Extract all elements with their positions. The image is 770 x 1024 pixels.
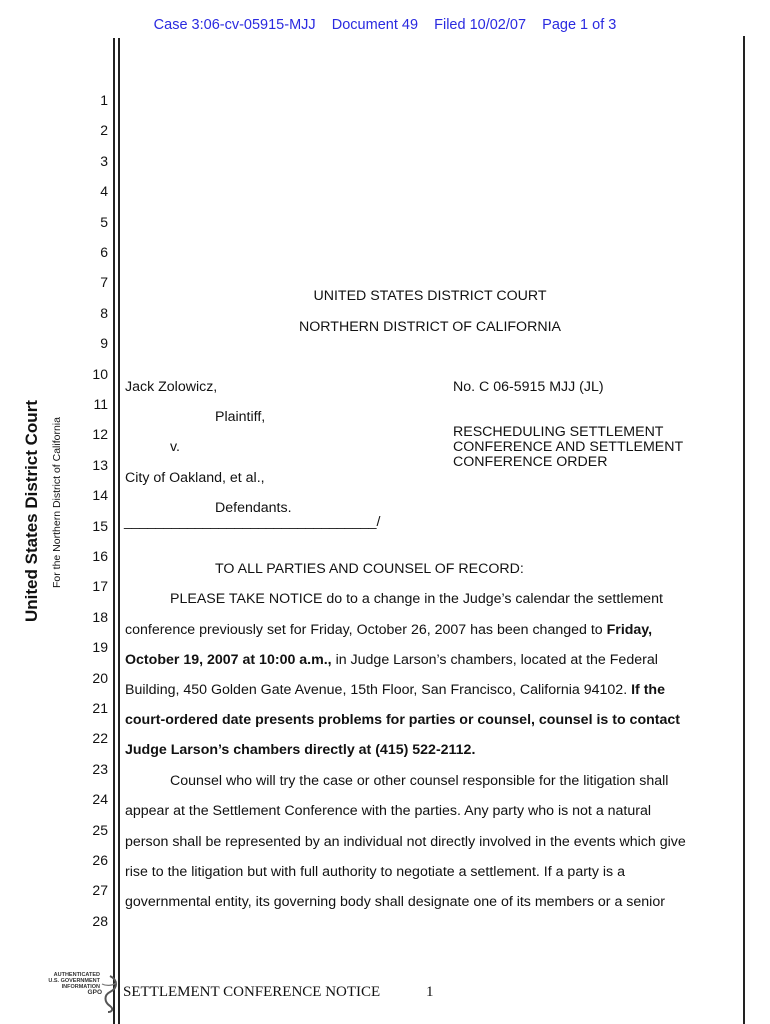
line-number: 23 <box>92 760 108 777</box>
case-header: Case 3:06-cv-05915-MJJ Document 49 Filed 10/02/07 Page 1 of 3 <box>153 17 617 33</box>
line-number: 6 <box>100 244 108 260</box>
paragraph2-line1: Counsel who will try the case or other counsel responsible for the litigation shall <box>170 773 669 789</box>
p1-line3-text: in Judge Larson’s chambers, located at the Federal <box>331 652 658 668</box>
court-heading-line1: UNITED STATES DISTRICT COURT <box>313 288 547 304</box>
paragraph1-line5: court-ordered date presents problems for parties or counsel, counsel is to contact <box>125 712 681 728</box>
line-number: 25 <box>92 821 108 838</box>
paragraph1-line6: Judge Larson’s chambers directly at (415) 522-2112. <box>125 742 476 758</box>
paragraph1-line3 <box>125 652 735 668</box>
plaintiff-role: Plaintiff, <box>215 409 266 425</box>
paragraph2-line5: governmental entity, its governing body shall designate one of its members or a senior <box>125 894 665 910</box>
line-number: 19 <box>92 639 108 656</box>
line-number: 4 <box>100 183 108 200</box>
line-number: 26 <box>92 852 108 868</box>
line-number: 24 <box>92 791 108 808</box>
gpo-seal-line1: AUTHENTICATED <box>53 972 100 978</box>
order-title-line2: CONFERENCE AND SETTLEMENT <box>453 439 684 455</box>
line-number: 5 <box>100 213 108 230</box>
court-heading-line2: NORTHERN DISTRICT OF CALIFORNIA <box>299 319 561 335</box>
line-number: 18 <box>92 608 108 625</box>
p1-line2-text: conference previously set for Friday, October 26, 2007 has been changed to <box>125 622 607 638</box>
line-number: 9 <box>100 335 108 352</box>
p1-line2-bold: Friday, <box>606 622 653 638</box>
line-number: 12 <box>92 426 108 443</box>
district-sidebar-subtitle: For the Northern District of California <box>51 417 63 588</box>
gpo-seal-line4: GPO <box>87 989 102 996</box>
defendant-role: Defendants. <box>215 500 292 516</box>
order-title-line3: CONFERENCE ORDER <box>453 454 608 470</box>
line-number: 3 <box>100 152 108 169</box>
line-number: 16 <box>92 548 108 564</box>
gpo-seal-line3: INFORMATION <box>61 984 100 990</box>
page-number: 1 <box>426 984 434 1000</box>
gpo-seal-line2: U.S. GOVERNMENT <box>48 978 100 984</box>
order-title-line1: RESCHEDULING SETTLEMENT <box>453 424 664 440</box>
caption-underline: ________________________________/ <box>124 514 381 530</box>
line-number: 17 <box>92 578 108 595</box>
line-number: 1 <box>100 92 108 108</box>
paragraph1-line1: PLEASE TAKE NOTICE do to a change in the Judge’s calendar the settlement <box>170 591 663 607</box>
versus: v. <box>170 439 180 455</box>
line-number: 14 <box>92 487 108 504</box>
salutation: TO ALL PARTIES AND COUNSEL OF RECORD: <box>215 561 524 577</box>
p1-line4-text: Building, 450 Golden Gate Avenue, 15th Floor, San Francisco, California 94102. <box>125 682 632 698</box>
p1-line4-bold: If the <box>631 682 665 698</box>
line-number: 27 <box>92 882 108 899</box>
left-margin-rule-inner <box>118 38 120 1024</box>
paragraph1-line4 <box>125 682 735 698</box>
left-margin-rule <box>113 38 115 1024</box>
line-number: 7 <box>100 274 108 291</box>
line-number: 8 <box>100 304 108 321</box>
line-number: 2 <box>100 122 108 139</box>
line-number: 15 <box>92 517 108 534</box>
gpo-eagle-icon <box>96 974 122 1014</box>
line-number: 13 <box>92 456 108 473</box>
p1-line3-bold: October 19, 2007 at 10:00 a.m., <box>125 652 332 668</box>
line-number: 21 <box>92 700 108 716</box>
footer-title: SETTLEMENT CONFERENCE NOTICE <box>123 984 381 1000</box>
paragraph2-line4: rise to the litigation but with full authority to negotiate a settlement. If a party is a <box>125 864 625 880</box>
line-number: 11 <box>93 396 108 412</box>
line-number: 20 <box>92 669 108 686</box>
court-sidebar-title: United States District Court <box>22 400 41 622</box>
case-number: No. C 06-5915 MJJ (JL) <box>453 379 604 395</box>
line-number: 28 <box>92 912 108 929</box>
right-margin-rule <box>743 36 745 1024</box>
defendant-name: City of Oakland, et al., <box>125 470 265 486</box>
paragraph2-line3: person shall be represented by an individual not directly involved in the events which give <box>125 834 686 850</box>
line-number: 22 <box>92 730 108 747</box>
gpo-authentication-seal <box>38 972 118 1012</box>
plaintiff-name: Jack Zolowicz, <box>125 379 218 395</box>
paragraph1-line2 <box>125 622 735 638</box>
line-number: 10 <box>92 365 108 382</box>
paragraph2-line2: appear at the Settlement Conference with the parties. Any party who is not a natural <box>125 803 652 819</box>
